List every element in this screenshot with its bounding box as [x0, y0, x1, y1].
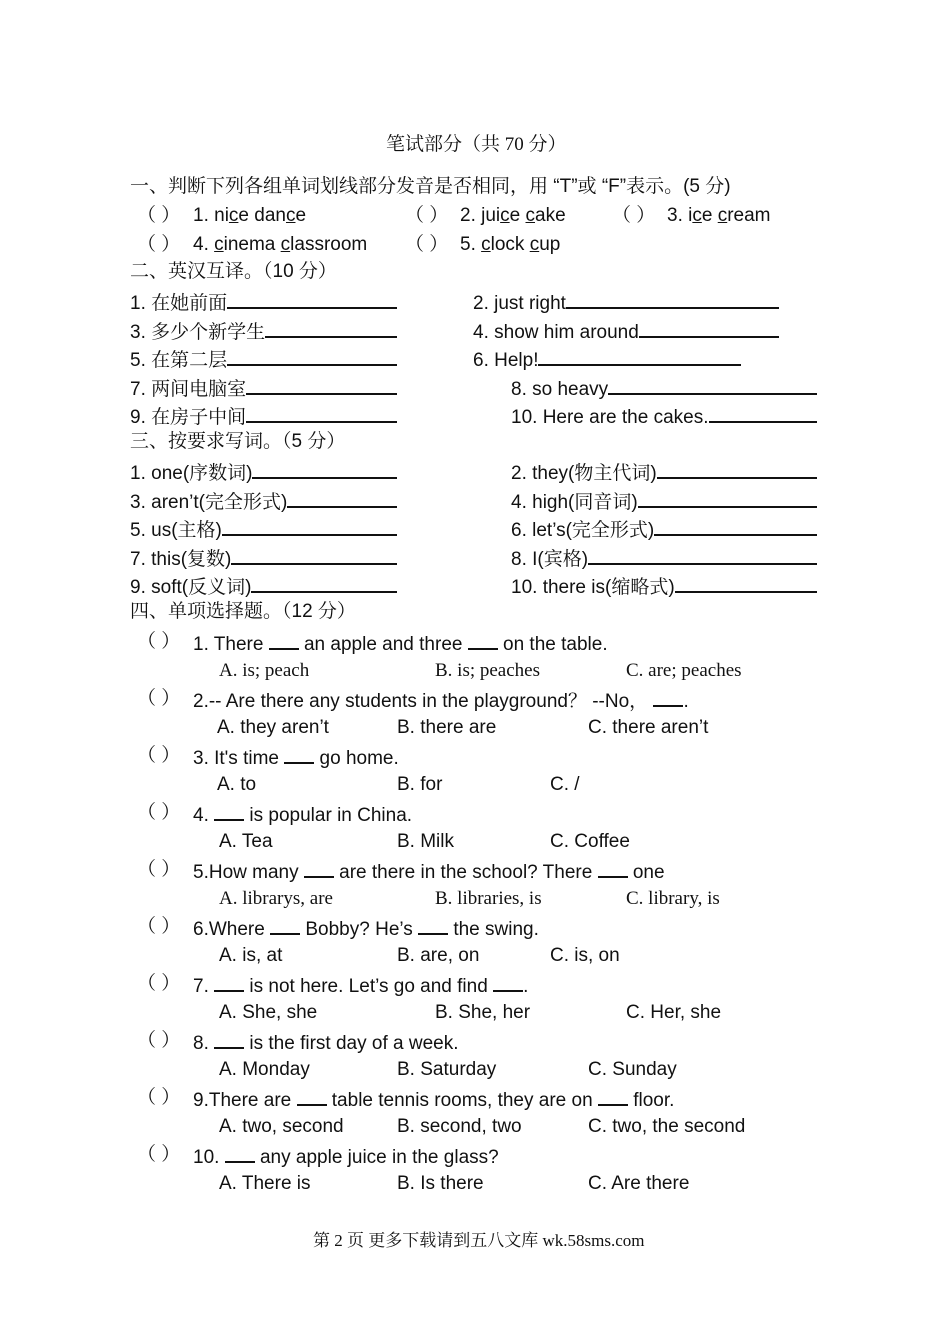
word-part: inema — [223, 234, 281, 255]
answer-paren[interactable]: （ ） — [137, 234, 181, 255]
item-text: 8. I(宾格) — [511, 548, 589, 570]
item-text: 6. Help! — [473, 350, 539, 371]
question-stem — [193, 915, 539, 939]
word-part: e — [295, 205, 307, 226]
question-stem — [193, 1029, 459, 1053]
exercise-item — [130, 545, 397, 569]
answer-blank[interactable] — [566, 289, 779, 309]
answer-option[interactable]: A. two, second — [219, 1116, 344, 1137]
pronunciation-item — [193, 204, 306, 228]
pronunciation-item — [193, 233, 367, 257]
stem-text: 4. — [193, 805, 215, 826]
answer-paren[interactable]: （ ） — [137, 802, 181, 823]
stem-text: . — [683, 691, 689, 712]
exercise-item — [473, 318, 779, 342]
answer-paren[interactable]: （ ） — [137, 688, 181, 709]
item-number: 2. — [460, 205, 482, 226]
underlined-letter: c — [500, 205, 510, 226]
item-text: 8. so heavy — [511, 378, 609, 400]
answer-blank[interactable] — [468, 630, 498, 650]
answer-paren[interactable]: （ ） — [405, 205, 449, 226]
answer-paren[interactable]: （ ） — [137, 1030, 181, 1051]
stem-text: 2.-- Are there any students in the playground？ --No， — [193, 691, 654, 712]
stem-text: 3. It's time — [193, 748, 285, 769]
answer-option[interactable]: C. library, is — [626, 888, 720, 909]
answer-blank[interactable] — [284, 744, 314, 764]
answer-blank[interactable] — [227, 289, 397, 309]
exercise-item — [511, 488, 817, 512]
exercise-item — [130, 318, 397, 342]
item-text: 3. 多少个新学生 — [130, 321, 266, 343]
answer-paren[interactable]: （ ） — [137, 859, 181, 880]
stem-text: an apple and three — [298, 634, 468, 655]
stem-text: 7. — [193, 976, 215, 997]
stem-text: 6.Where — [193, 919, 271, 940]
answer-option[interactable]: B. there are — [397, 717, 497, 738]
answer-option[interactable]: A. There is — [219, 1173, 311, 1194]
question-stem — [193, 687, 689, 711]
answer-blank[interactable] — [270, 915, 300, 935]
answer-paren[interactable]: （ ） — [137, 1144, 181, 1165]
section4-heading: 四、单项选择题。（12 分） — [130, 601, 356, 622]
section1-heading: 一、判断下列各组单词划线部分发音是否相同，用 “T”或 “F”表示。(5 分) — [130, 176, 731, 197]
answer-blank[interactable] — [231, 545, 397, 565]
answer-blank[interactable] — [222, 516, 397, 536]
answer-option[interactable]: A. Tea — [219, 831, 273, 852]
answer-option[interactable]: A. is, at — [219, 945, 283, 966]
stem-text: table tennis rooms, they are on — [326, 1090, 598, 1111]
answer-blank[interactable] — [246, 375, 397, 395]
answer-option[interactable]: B. Is there — [397, 1173, 484, 1194]
answer-blank[interactable] — [638, 488, 817, 508]
item-text: 3. aren’t(完全形式) — [130, 491, 288, 513]
pronunciation-item — [667, 204, 771, 228]
answer-blank[interactable] — [252, 459, 397, 479]
item-text: 7. 两间电脑室 — [130, 378, 247, 400]
word-part: ni — [214, 205, 229, 226]
question-stem — [193, 972, 528, 996]
underlined-letter: c — [529, 234, 540, 255]
item-text: 1. one(序数词) — [130, 463, 253, 484]
exercise-item — [511, 516, 817, 540]
item-number: 3. — [667, 205, 689, 226]
answer-blank[interactable] — [598, 1086, 628, 1106]
answer-option[interactable]: A. She, she — [219, 1002, 318, 1023]
answer-option[interactable]: C. / — [550, 774, 580, 795]
item-text: 9. soft(反义词) — [130, 577, 252, 598]
exercise-item — [473, 289, 779, 313]
answer-blank[interactable] — [225, 1143, 255, 1163]
underlined-letter: c — [228, 205, 239, 226]
stem-text: go home. — [314, 748, 399, 769]
underlined-letter: c — [717, 205, 728, 226]
underlined-letter: c — [481, 234, 491, 255]
answer-option[interactable]: B. is; peaches — [435, 660, 541, 681]
answer-paren[interactable]: （ ） — [405, 234, 449, 255]
answer-option[interactable]: C. two, the second — [588, 1116, 746, 1137]
pronunciation-item — [460, 204, 566, 228]
answer-blank[interactable] — [709, 403, 818, 423]
exercise-item — [130, 459, 397, 483]
answer-blank[interactable] — [246, 403, 397, 423]
word-part: e — [509, 205, 526, 226]
word-part: i — [688, 205, 693, 226]
answer-blank[interactable] — [214, 1029, 244, 1049]
page-title: 笔试部分（共 70 分） — [386, 134, 567, 155]
stem-text: is popular in China. — [244, 805, 413, 826]
question-stem — [193, 630, 608, 654]
answer-option[interactable]: A. is; peach — [219, 660, 310, 681]
answer-blank[interactable] — [251, 573, 397, 593]
answer-blank[interactable] — [639, 318, 779, 338]
question-stem — [193, 801, 412, 825]
stem-text: 5.How many — [193, 862, 304, 883]
item-text: 5. 在第二层 — [130, 350, 228, 371]
stem-text: 10. — [193, 1147, 225, 1168]
exercise-item — [511, 459, 817, 483]
section2-heading: 二、英汉互译。（10 分） — [130, 261, 337, 282]
underlined-letter: c — [280, 234, 291, 255]
exercise-item — [511, 403, 817, 427]
answer-option[interactable]: C. there aren’t — [588, 717, 709, 738]
underlined-letter: c — [214, 234, 224, 255]
answer-blank[interactable] — [227, 346, 397, 366]
underlined-letter: c — [525, 205, 535, 226]
item-number: 4. — [193, 234, 215, 255]
word-part: ake — [535, 205, 566, 226]
answer-option[interactable]: A. they aren’t — [217, 717, 329, 738]
stem-text: is the first day of a week. — [244, 1033, 459, 1054]
stem-text: any apple juice in the glass? — [254, 1147, 499, 1168]
word-part: e — [238, 205, 255, 226]
answer-blank[interactable] — [418, 915, 448, 935]
answer-paren[interactable]: （ ） — [137, 973, 181, 994]
answer-paren[interactable]: （ ） — [137, 1087, 181, 1108]
answer-option[interactable]: A. to — [217, 774, 257, 795]
word-part: lassroom — [290, 234, 368, 255]
answer-option[interactable]: B. for — [397, 774, 443, 795]
word-part: lock — [490, 234, 530, 255]
section3-heading: 三、按要求写词。（5 分） — [130, 431, 346, 452]
answer-paren[interactable]: （ ） — [137, 916, 181, 937]
exercise-item — [130, 346, 397, 370]
exercise-item — [130, 573, 397, 597]
answer-option[interactable]: B. are, on — [397, 945, 480, 966]
stem-text: 9.There are — [193, 1090, 297, 1111]
exercise-item — [511, 573, 817, 597]
item-text: 10. Here are the cakes. — [511, 407, 709, 428]
answer-blank[interactable] — [538, 346, 741, 366]
answer-paren[interactable]: （ ） — [137, 205, 181, 226]
answer-paren[interactable]: （ ） — [137, 745, 181, 766]
answer-option[interactable]: C. Are there — [588, 1173, 690, 1194]
question-stem — [193, 744, 399, 768]
pronunciation-item — [460, 233, 560, 257]
stem-text: is not here. Let’s go and find — [244, 976, 494, 997]
exercise-item — [130, 488, 397, 512]
word-part: e — [701, 205, 718, 226]
answer-blank[interactable] — [297, 1086, 327, 1106]
question-stem — [193, 1143, 499, 1167]
answer-blank[interactable] — [265, 318, 397, 338]
answer-option[interactable]: C. are; peaches — [626, 660, 742, 681]
item-text: 6. let’s(完全形式) — [511, 520, 655, 541]
answer-blank[interactable] — [493, 972, 523, 992]
exercise-item — [511, 375, 817, 399]
item-text: 2. they(物主代词) — [511, 463, 657, 484]
underlined-letter: c — [692, 205, 702, 226]
stem-text: . — [523, 976, 529, 997]
item-text: 9. 在房子中间 — [130, 407, 247, 428]
stem-text: 1. There — [193, 634, 269, 655]
item-text: 5. us(主格) — [130, 520, 222, 541]
answer-option[interactable]: B. libraries, is — [435, 888, 542, 909]
item-text: 4. high(同音词) — [511, 491, 638, 513]
word-part: up — [539, 234, 561, 255]
word-part: jui — [481, 205, 501, 226]
stem-text: on the table. — [497, 634, 608, 655]
answer-blank[interactable] — [214, 801, 244, 821]
exercise-item — [130, 516, 397, 540]
exercise-item — [130, 289, 397, 313]
answer-option[interactable]: A. Monday — [219, 1059, 310, 1080]
item-number: 5. — [460, 234, 482, 255]
answer-option[interactable]: B. second, two — [397, 1116, 522, 1137]
word-part: ream — [727, 205, 771, 226]
stem-text: are there in the school? There — [333, 862, 598, 883]
exercise-item — [511, 545, 817, 569]
exercise-item — [130, 375, 397, 399]
answer-blank[interactable] — [654, 516, 817, 536]
question-stem — [193, 1086, 674, 1110]
item-text: 1. 在她前面 — [130, 293, 228, 314]
item-text: 2. just right — [473, 293, 566, 314]
answer-option[interactable]: B. She, her — [435, 1002, 531, 1023]
answer-blank[interactable] — [653, 687, 683, 707]
answer-blank[interactable] — [608, 375, 817, 395]
answer-blank[interactable] — [657, 459, 817, 479]
exercise-item — [130, 403, 397, 427]
stem-text: 8. — [193, 1033, 215, 1054]
answer-option[interactable]: C. Sunday — [588, 1059, 677, 1080]
item-text: 7. this(复数) — [130, 548, 232, 570]
stem-text: the swing. — [448, 919, 539, 940]
stem-text: Bobby? He’s — [300, 919, 419, 940]
answer-option[interactable]: A. librarys, are — [219, 888, 333, 909]
answer-paren[interactable]: （ ） — [612, 205, 656, 226]
answer-blank[interactable] — [269, 630, 299, 650]
word-part: dan — [254, 205, 286, 226]
item-number: 1. — [193, 205, 215, 226]
answer-blank[interactable] — [598, 858, 628, 878]
item-text: 4. show him around — [473, 321, 639, 343]
answer-option[interactable]: B. Milk — [397, 831, 454, 852]
answer-blank[interactable] — [214, 972, 244, 992]
answer-blank[interactable] — [588, 545, 817, 565]
page-footer: 第 2 页 更多下载请到五八文库 wk.58sms.com — [313, 1231, 645, 1250]
answer-blank[interactable] — [675, 573, 817, 593]
answer-option[interactable]: C. Coffee — [550, 831, 630, 852]
answer-option[interactable]: C. is, on — [550, 945, 620, 966]
answer-blank[interactable] — [304, 858, 334, 878]
stem-text: one — [627, 862, 665, 883]
answer-blank[interactable] — [287, 488, 397, 508]
answer-option[interactable]: B. Saturday — [397, 1059, 497, 1080]
item-text: 10. there is(缩略式) — [511, 577, 675, 598]
question-stem — [193, 858, 665, 882]
exercise-item — [473, 346, 741, 370]
answer-option[interactable]: C. Her, she — [626, 1002, 722, 1023]
answer-paren[interactable]: （ ） — [137, 631, 181, 652]
stem-text: floor. — [627, 1090, 675, 1111]
underlined-letter: c — [285, 205, 296, 226]
